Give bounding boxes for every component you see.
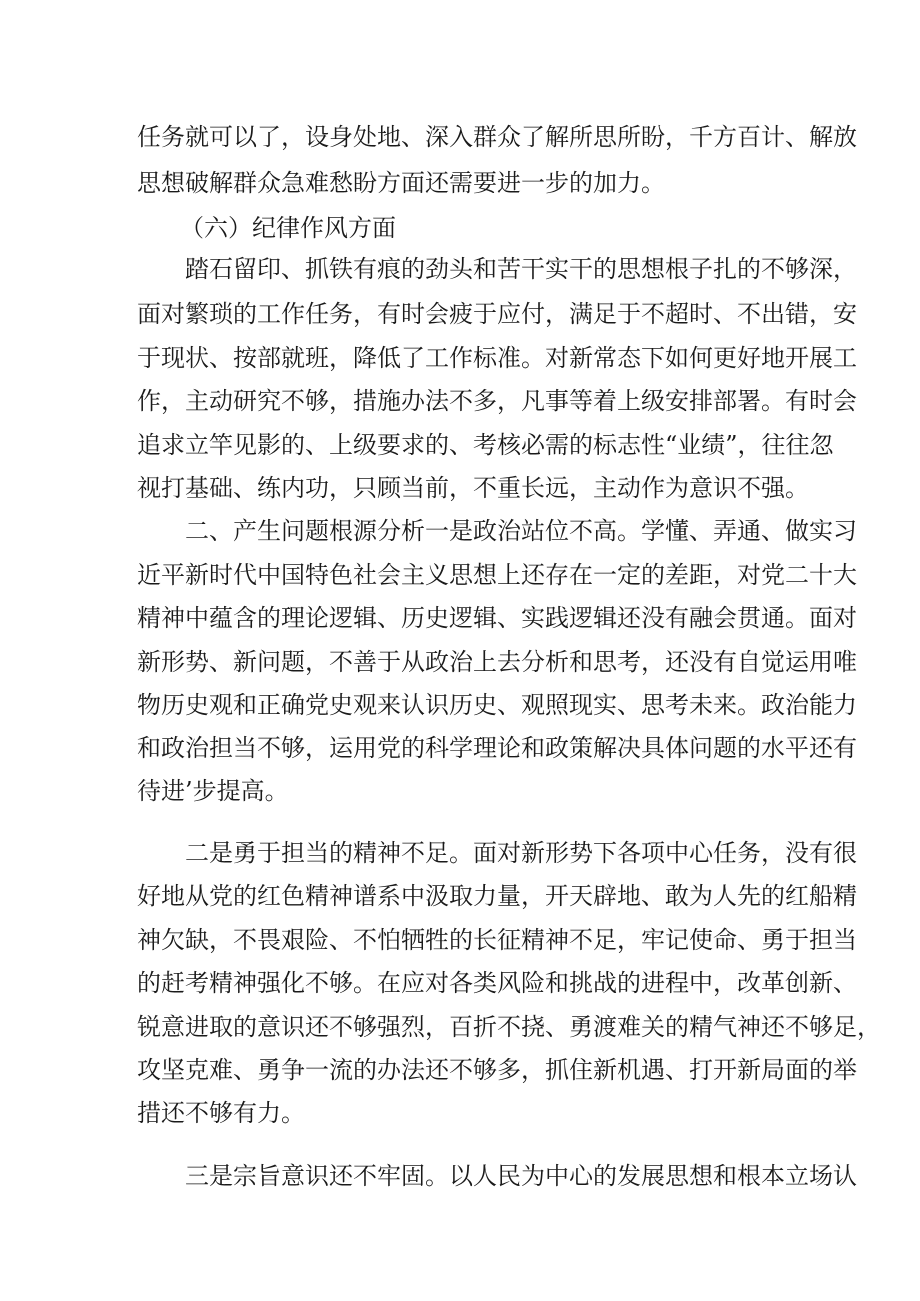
line-text: 近平新时代中国特色社会主义思想上还存在一定的差距，对党二十大	[137, 561, 857, 589]
text-line	[0, 378, 920, 424]
line-text: 的赶考精神强化不够。在应对各类风险和挑战的进程中，改革创新、	[137, 969, 857, 997]
text-line	[0, 1153, 920, 1199]
line-text: 面对繁琐的工作任务，有时会疲于应付，满足于不超时、不出错，安	[137, 300, 857, 328]
text-line	[0, 768, 920, 814]
line-text: 和政治担当不够，运用党的科学理论和政策解决具体问题的水平还有	[137, 734, 857, 762]
section-heading-text: （六）纪律作风方面	[180, 214, 396, 242]
line-text: 任务就可以了，设身处地、深入群众了解所思所盼，千方百计、解放	[137, 123, 857, 151]
line-text: 物历史观和正确党史观来认识历史、观照现实、思考未来。政治能力	[137, 691, 857, 719]
section-heading	[0, 205, 920, 251]
text-line	[0, 830, 920, 876]
text-line	[0, 114, 920, 160]
line-text: 待进’步提高。	[137, 777, 289, 805]
text-line	[0, 917, 920, 963]
line-text: 神欠缺，不畏艰险、不怕牺牲的长征精神不足，牢记使命、勇于担当	[137, 926, 857, 954]
line-text: 思想破解群众急难愁盼方面还需要进一步的加力。	[137, 169, 665, 197]
line-text: 新形势、新问题，不善于从政治上去分析和思考，还没有自觉运用唯	[137, 648, 857, 676]
line-text: 视打基础、练内功，只顾当前，不重长远，主动作为意识不强。	[137, 474, 809, 502]
line-text: 好地从党的红色精神谱系中汲取力量，开天辟地、敢为人先的红船精	[137, 882, 857, 910]
text-line	[0, 246, 920, 292]
text-line	[0, 639, 920, 685]
line-text: 于现状、按部就班，降低了工作标准。对新常态下如何更好地开展工	[137, 344, 857, 372]
line-text: 精神中蕴含的理论逻辑、历史逻辑、实践逻辑还没有融会贯通。面对	[137, 604, 857, 632]
text-line	[0, 465, 920, 511]
line-text: 三是宗旨意识还不牢固。以人民为中心的发展思想和根本立场认	[185, 1162, 857, 1190]
line-text: 作，主动研究不够，措施办法不多，凡事等着上级安排部署。有时会	[137, 387, 857, 415]
text-line	[0, 682, 920, 728]
text-line	[0, 1004, 920, 1050]
text-line	[0, 595, 920, 641]
text-line	[0, 873, 920, 919]
text-line	[0, 552, 920, 598]
line-text: 攻坚克难、勇争一流的办法还不够多，抓住新机遇、打开新局面的举	[137, 1056, 857, 1084]
text-line	[0, 422, 920, 468]
line-text: 追求立竿见影的、上级要求的、考核必需的标志性“业绩”，往往忽	[137, 431, 834, 459]
line-text: 二是勇于担当的精神不足。面对新形势下各项中心任务，没有很	[185, 839, 857, 867]
line-text: 踏石留印、抓铁有痕的劲头和苦干实干的思想根子扎的不够深，	[185, 255, 857, 283]
text-line	[0, 335, 920, 381]
text-line	[0, 1047, 920, 1093]
text-line	[0, 960, 920, 1006]
line-text: 二、产生问题根源分析一是政治站位不高。学懂、弄通、做实习	[185, 517, 857, 545]
text-line	[0, 508, 920, 554]
text-line	[0, 725, 920, 771]
text-line	[0, 160, 920, 206]
line-text: 措还不够有力。	[137, 1099, 305, 1127]
text-line	[0, 291, 920, 337]
text-line	[0, 1090, 920, 1136]
line-text: 锐意进取的意识还不够强烈，百折不挠、勇渡难关的精气神还不够足，	[137, 1013, 881, 1041]
